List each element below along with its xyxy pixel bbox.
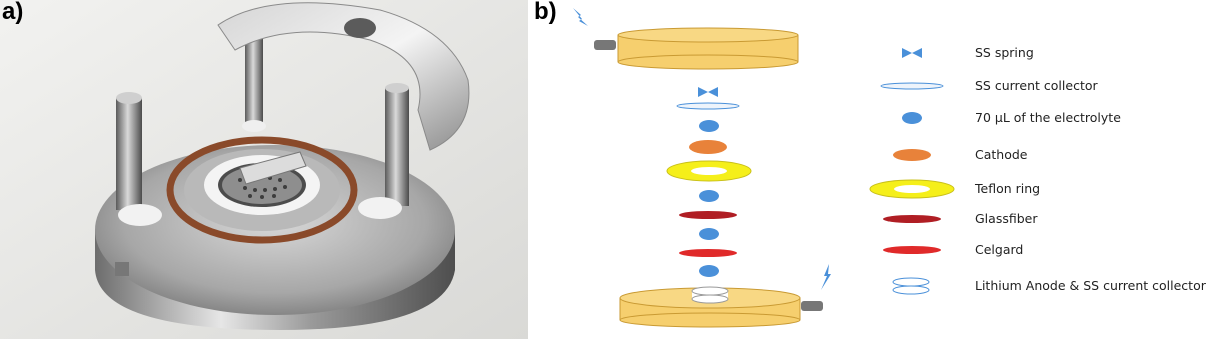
- legend-label-celgard: Celgard: [975, 242, 1024, 257]
- stack-celgard-icon: [679, 249, 737, 257]
- legend-label-glassfiber: Glassfiber: [975, 211, 1038, 226]
- stack-cathode-icon: [689, 140, 727, 154]
- stack-anode-icon: [692, 287, 728, 303]
- legend-label-electrolyte: 70 µL of the electrolyte: [975, 110, 1121, 125]
- legend-label-teflon: Teflon ring: [975, 181, 1041, 196]
- stack-electrolyte-icon: [699, 228, 719, 240]
- legend-cathode-icon: [893, 149, 931, 161]
- cell-assembly-diagram: [540, 0, 1216, 339]
- legend-electrolyte-icon: [902, 112, 922, 124]
- stack-teflon-ring-icon: [667, 161, 751, 181]
- legend-anode-icon: [893, 278, 929, 294]
- stack-electrolyte-icon: [699, 190, 719, 202]
- panel-label-a: a): [2, 0, 24, 25]
- stack-collector-icon: [677, 103, 739, 109]
- legend-collector-icon: [881, 83, 943, 89]
- stack-electrolyte-icon: [699, 120, 719, 132]
- legend-label-anode: Lithium Anode & SS current collector: [975, 278, 1206, 293]
- top-plate: [618, 28, 798, 69]
- cell-photo: [0, 0, 528, 339]
- legend-celgard-icon: [883, 246, 941, 254]
- top-screw-icon: [594, 40, 616, 50]
- stack-spring-icon: [698, 87, 718, 97]
- legend-spring-icon: [902, 48, 922, 58]
- panel-label-b: b): [534, 0, 557, 25]
- legend-glassfiber-icon: [883, 215, 941, 223]
- legend-label-spring: SS spring: [975, 45, 1034, 60]
- stack-electrolyte-icon: [699, 265, 719, 277]
- stack-glassfiber-icon: [679, 211, 737, 219]
- lightning-icon: [821, 264, 831, 290]
- legend-label-collector: SS current collector: [975, 78, 1098, 93]
- lightning-icon: [573, 8, 588, 26]
- bottom-screw-icon: [801, 301, 823, 311]
- legend-teflon-ring-icon: [870, 180, 954, 198]
- legend-label-cathode: Cathode: [975, 147, 1028, 162]
